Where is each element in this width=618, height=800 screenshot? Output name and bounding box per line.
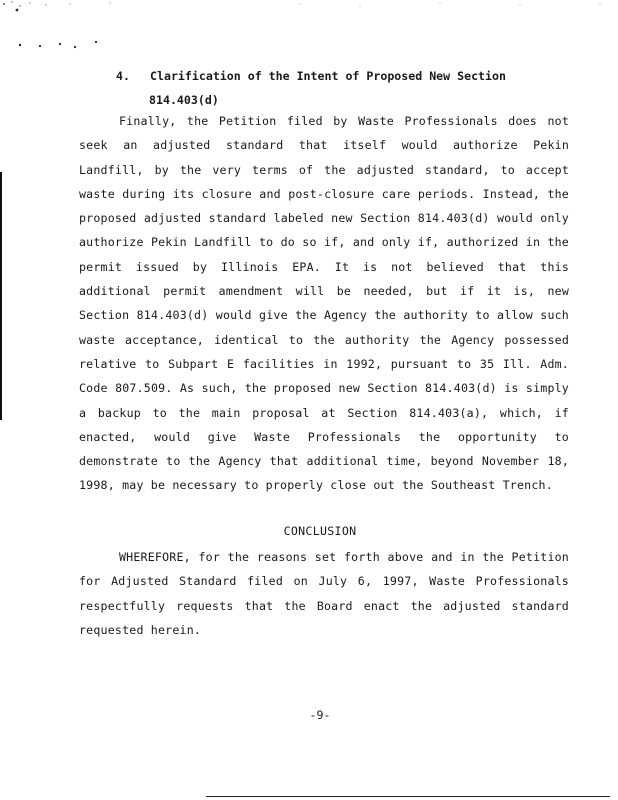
heading-title-line2: 814.403(d)	[149, 93, 219, 107]
heading-title-line1: Clarification of the Intent of Proposed New Section	[150, 69, 506, 83]
bottom-rule	[206, 796, 610, 797]
scan-noise	[0, 0, 618, 60]
page-number: -9-	[309, 708, 331, 722]
conclusion-paragraph: WHEREFORE, for the reasons set forth above and in the Petition for Adjusted Standard filed on July 6, 1997, Waste Professionals respectfully requests that the Board enact the adjusted standard requested herein.	[79, 550, 569, 637]
conclusion-title: CONCLUSION	[283, 524, 357, 538]
heading-number: 4.	[116, 69, 130, 83]
body-paragraph: Finally, the Petition filed by Waste Professionals does not seek an adjusted standard that itself would authorize Pekin Landfill, by the very terms of the adjusted standard, to accept waste during its closure and post-closure care periods. Instead, the proposed adjusted standard labeled new Section 814.403(d) would only authorize Pekin Landfill to do so if, and only if, authorized in the permit issued by Illinois EPA. It is not believed that this additional permit amendment will be needed, but if it is, new Section 814.403(d) would give the Agency the authority to allow such waste acceptance, identical to the authority the Agency possessed relative to Subpart E facilities in 1992, pursuant to 35 Ill. Adm. Code 807.509. As such, the proposed new Section 814.403(d) is simply a backup to the main proposal at Section 814.403(a), which, if enacted, would give Waste Professionals the opportunity to demonstrate to the Agency that additional time, beyond November 18, 1998, may be necessary to properly close out the Southeast Trench.	[79, 114, 569, 493]
section-heading	[116, 64, 506, 107]
scan-edge-mark	[0, 172, 2, 420]
